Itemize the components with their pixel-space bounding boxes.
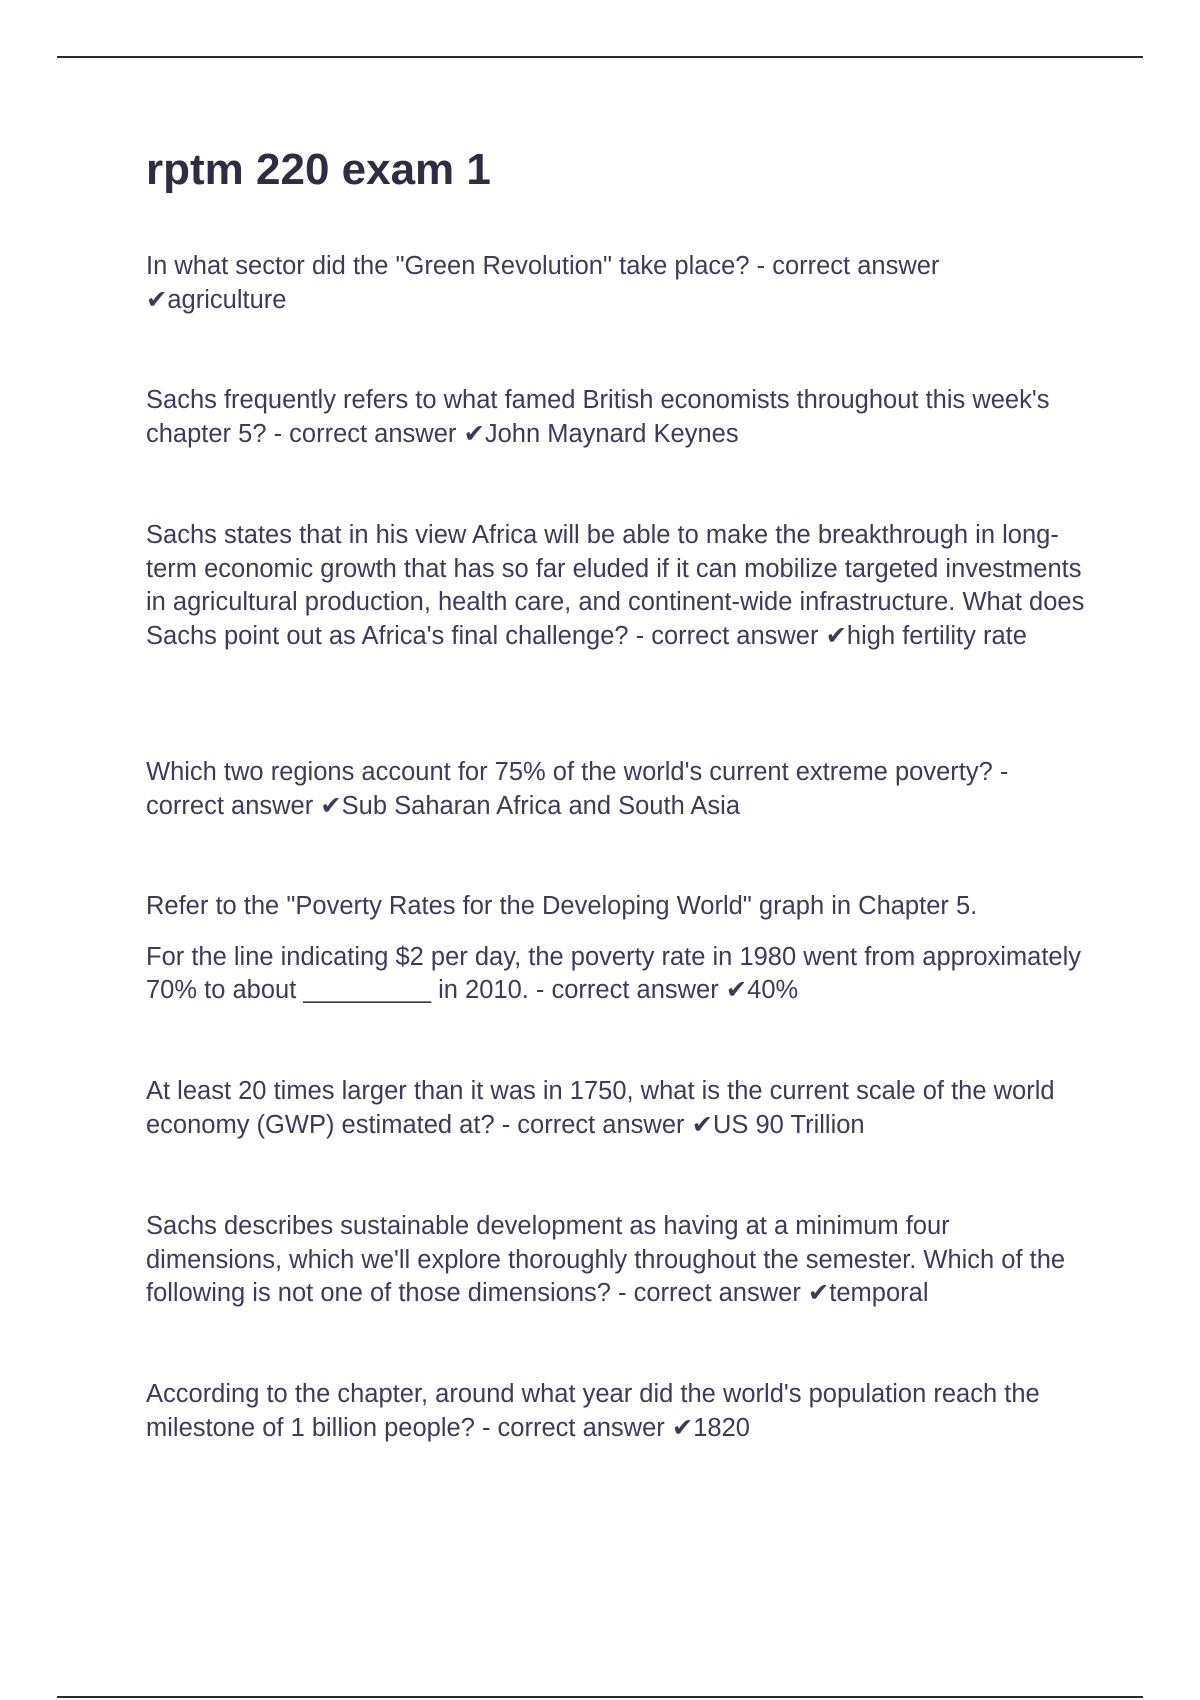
qa-item-4 (146, 756, 1086, 823)
qa-text: For the line indicating $2 per day, the poverty rate in 1980 went from approximately 70% to about _________ in 2010. - correct answer ✔40% (146, 942, 1082, 1004)
qa-item-8 (146, 1378, 1086, 1445)
qa-item-2 (146, 384, 1086, 451)
qa-item-1 (146, 250, 1086, 317)
qa-text: According to the chapter, around what year did the world's population reach the milestone of 1 billion people? - correct answer ✔1820 (146, 1380, 1040, 1442)
footer-rule (57, 1696, 1143, 1698)
qa-text: Refer to the "Poverty Rates for the Developing World" graph in Chapter 5. (146, 892, 978, 920)
qa-text: Sachs frequently refers to what famed British economists throughout this week's chapter 5? - correct answer ✔John Maynard Keynes (146, 386, 1050, 448)
qa-item-7 (146, 1210, 1086, 1311)
qa-text: Sachs describes sustainable development as having at a minimum four dimensions, which we'll explore thoroughly throughout the semester. Which of the following is not one of those dimensions? - correct answer ✔temporal (146, 1212, 1066, 1307)
qa-item-5 (146, 890, 1086, 1008)
qa-text: At least 20 times larger than it was in 1750, what is the current scale of the world economy (GWP) estimated at? - correct answer ✔US 90 Trillion (146, 1077, 1055, 1139)
qa-item-6 (146, 1075, 1086, 1142)
qa-text: In what sector did the "Green Revolution" take place? - correct answer ✔agriculture (146, 252, 940, 314)
qa-item-3 (146, 519, 1086, 653)
page-title: rptm 220 exam 1 (146, 145, 491, 194)
qa-text: Sachs states that in his view Africa will be able to make the breakthrough in long-term economic growth that has so far eluded if it can mobilize targeted investments in agricultural production, health care, and continent-wide infrastructure. What does Sachs point out as Africa's final challenge? - correct answer ✔high fertility rate (146, 521, 1085, 650)
qa-text: Which two regions account for 75% of the world's current extreme poverty? - correct answer ✔Sub Saharan Africa and South Asia (146, 758, 1009, 820)
header-rule (57, 56, 1143, 58)
